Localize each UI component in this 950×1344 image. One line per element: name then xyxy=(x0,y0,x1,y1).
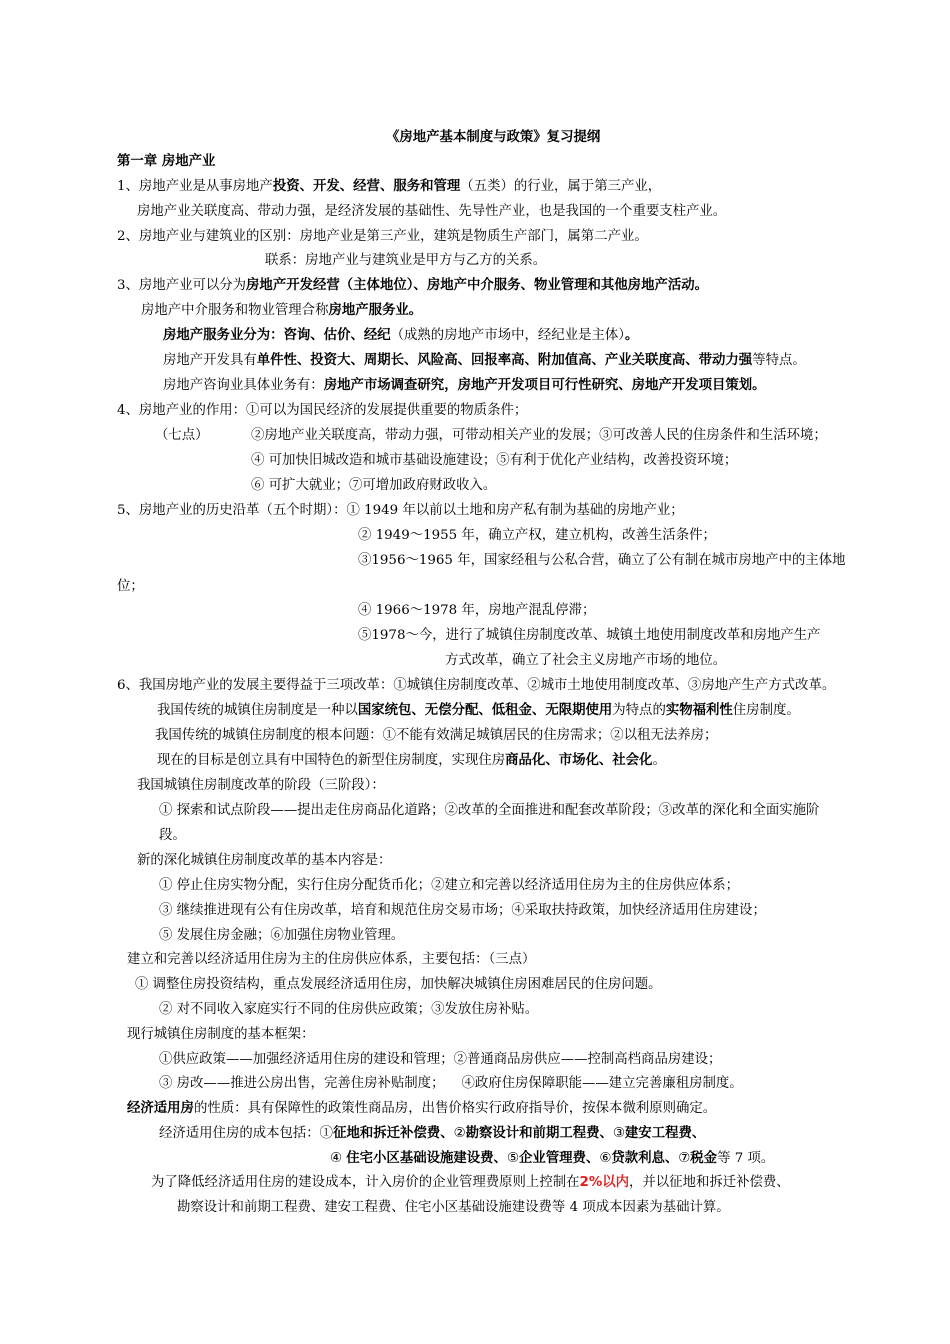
text-run: ② xyxy=(453,1126,466,1141)
text-line xyxy=(117,677,835,695)
text-run: 房地产业关联度高、带动力强，是经济发展的基础性、先导性产业，也是我国的一个重要支柱产业。 xyxy=(137,204,727,219)
text-run: ，并以征地和拆迁补偿费、 xyxy=(629,1175,790,1190)
text-run: ④ xyxy=(330,1151,347,1166)
text-line xyxy=(330,1150,774,1168)
bold-text: 贷款利息、 xyxy=(611,1151,679,1166)
text-line xyxy=(155,727,717,745)
text-run: ④ 可加快旧城改造和城市基础设施建设；⑤有利于优化产业结构，改善投资环境； xyxy=(251,453,738,468)
text-run: 联系：房地产业与建筑业是甲方与乙方的关系。 xyxy=(265,253,547,268)
bold-text: 勘察设计和前期工程费、 xyxy=(465,1126,613,1141)
bold-text: 住宅小区基础设施建设费、 xyxy=(346,1151,507,1166)
text-line xyxy=(127,951,535,969)
bold-text: 房地产服务业分为：咨询、估价、经纪 xyxy=(163,328,391,343)
text-run: 方式改革，确立了社会主义房地产市场的地位。 xyxy=(445,653,727,668)
text-run: 勘察设计和前期工程费、建安工程费、住宅小区基础设施建设费等 4 项成本因素为基础计算。 xyxy=(177,1200,730,1215)
text-run: ⑤1978～今，进行了城镇住房制度改革、城镇土地使用制度改革和房地产生产 xyxy=(358,628,821,643)
text-line xyxy=(117,502,684,520)
text-line xyxy=(159,827,186,845)
text-run: 1、房地产业是从事房地产 xyxy=(117,179,273,194)
text-run: ② 1949～1955 年，确立产权，建立机构，改善生活条件； xyxy=(358,528,716,543)
text-line xyxy=(163,352,806,370)
bold-text: 单件性、投资大、周期长、风险高、回报率高、附加值高、产业关联度高、带动力强 xyxy=(256,353,753,368)
text-run: ③ 继续推进现有公有住房改革，培育和规范住房交易市场；④采取扶持政策，加快经济适用住房建设； xyxy=(159,903,766,918)
text-line xyxy=(159,1051,721,1069)
bold-text: 建安工程费、 xyxy=(624,1126,706,1141)
text-line xyxy=(159,1125,705,1143)
text-run: 住房制度。 xyxy=(732,703,800,718)
bold-text: 实物福利性 xyxy=(665,703,733,718)
text-run: ⑥ 可扩大就业；⑦可增加政府财政收入。 xyxy=(251,478,497,493)
text-run: 6、我国房地产业的发展主要得益于三项改革：①城镇住房制度改革、②城市土地使用制度改革、③房地产生产方式改革。 xyxy=(117,678,836,693)
text-run: 我国城镇住房制度改革的阶段（三阶段）： xyxy=(137,778,385,793)
text-run: ⑤ xyxy=(506,1151,519,1166)
text-run: ⑥ xyxy=(599,1151,612,1166)
text-line xyxy=(159,877,739,895)
text-run: ⑦ xyxy=(678,1151,691,1166)
text-line xyxy=(137,777,385,795)
bold-text: 征地和拆迁补偿费、 xyxy=(333,1126,454,1141)
text-run: 等 7 项。 xyxy=(717,1151,775,1166)
text-run: （七点） xyxy=(155,428,209,443)
text-line xyxy=(358,602,595,620)
text-line xyxy=(159,927,404,945)
bold-text: 房地产市场调查研究，房地产开发项目可行性研究、房地产开发项目策划。 xyxy=(323,378,766,393)
text-run: ①供应政策——加强经济适用住房的建设和管理；②普通商品房供应——控制高档商品房建设； xyxy=(159,1052,722,1067)
text-run: ② 对不同收入家庭实行不同的住房供应政策；③发放住房补贴。 xyxy=(159,1002,539,1017)
text-run: 。 xyxy=(652,753,666,768)
text-run: 5、房地产业的历史沿革（五个时期）：① 1949 年以前以土地和房产私有制为基础的房地产业； xyxy=(117,503,684,518)
text-run: 房地产开发具有 xyxy=(163,353,257,368)
bold-text: 商品化、市场化、社会化 xyxy=(505,753,653,768)
text-line xyxy=(358,527,716,545)
text-run: ④ 1966～1978 年，房地产混乱停滞； xyxy=(358,603,596,618)
text-line xyxy=(163,327,638,345)
text-line xyxy=(157,752,666,770)
text-run: （五类）的行业，属于第三产业， xyxy=(460,179,662,194)
text-line xyxy=(157,702,800,720)
text-line xyxy=(159,1001,538,1019)
text-run: 我国传统的城镇住房制度是一种以 xyxy=(157,703,358,718)
text-line xyxy=(159,1075,743,1093)
text-run: 等特点。 xyxy=(752,353,806,368)
text-line xyxy=(251,452,737,470)
text-run: ① 探索和试点阶段——提出走住房商品化道路；②改革的全面推进和配套改革阶段；③改革的深化和全面实施阶 xyxy=(159,803,820,818)
bold-text: 投资、开发、经营、服务和管理 xyxy=(272,179,461,194)
text-run: ① 停止住房实物分配，实行住房分配货币化；②建立和完善以经济适用住房为主的住房供应体系； xyxy=(159,878,740,893)
text-run: （成熟的房地产市场中，经纪业是主体） xyxy=(390,328,625,343)
text-run: 段。 xyxy=(159,828,186,843)
text-line xyxy=(117,277,708,295)
bold-text: 房地产服务业。 xyxy=(328,303,423,318)
text-line xyxy=(358,627,821,645)
text-run: 3、房地产业可以分为 xyxy=(117,278,247,293)
bold-text: 企业管理费、 xyxy=(518,1151,600,1166)
text-run: ②房地产业关联度高，带动力强，可带动相关产业的发展；③可改善人民的住房条件和生活环境； xyxy=(251,428,827,443)
text-line xyxy=(155,427,209,445)
text-run: 建立和完善以经济适用住房为主的住房供应体系，主要包括：（三点） xyxy=(127,952,536,967)
text-line xyxy=(137,203,726,221)
text-line xyxy=(137,852,391,870)
text-run: 为特点的 xyxy=(612,703,666,718)
chapter-heading: 第一章 房地产业 xyxy=(117,154,216,169)
text-line xyxy=(159,802,819,820)
text-line xyxy=(141,302,422,320)
text-run: ③ 房改——推进公房出售，完善住房补贴制度； ④政府住房保障职能——建立完善廉租房制度。 xyxy=(159,1076,743,1091)
text-line xyxy=(251,477,496,495)
text-line xyxy=(117,578,144,596)
document-title: 《房地产基本制度与政策》复习提纲 xyxy=(386,130,601,145)
text-line xyxy=(117,178,661,196)
text-run: 房地产中介服务和物业管理合称 xyxy=(141,303,329,318)
text-run: 我国传统的城镇住房制度的根本问题：①不能有效满足城镇居民的住房需求；②以租无法养房； xyxy=(155,728,718,743)
text-run: 新的深化城镇住房制度改革的基本内容是： xyxy=(137,853,392,868)
text-run: ③1956～1965 年，国家经租与公私合营，确立了公有制在城市房地产中的主体地 xyxy=(358,553,846,568)
text-line xyxy=(127,1026,314,1044)
text-run: ③ xyxy=(612,1126,625,1141)
text-line xyxy=(117,228,648,246)
text-run: 经济适用住房的成本包括：① xyxy=(159,1126,334,1141)
text-line xyxy=(151,1174,790,1192)
text-line xyxy=(177,1199,730,1217)
text-run: ⑤ 发展住房金融；⑥加强住房物业管理。 xyxy=(159,928,405,943)
bold-text: 税金 xyxy=(690,1151,718,1166)
text-line xyxy=(251,427,827,445)
highlighted-text: 2%以内 xyxy=(579,1175,630,1190)
bold-text: 房地产开发经营（主体地位）、房地产中介服务、物业管理和其他房地产活动。 xyxy=(246,278,709,293)
text-line xyxy=(445,652,726,670)
text-run: 4、房地产业的作用：①可以为国民经济的发展提供重要的物质条件； xyxy=(117,403,528,418)
text-line xyxy=(358,552,846,570)
text-line xyxy=(265,252,546,270)
text-run: 房地产咨询业具体业务有： xyxy=(163,378,324,393)
text-line xyxy=(159,902,766,920)
text-run: 位； xyxy=(117,579,144,594)
bold-text: 国家统包、无偿分配、低租金、无限期使用 xyxy=(357,703,613,718)
text-run: 的性质：具有保障性的政策性商品房，出售价格实行政府指导价，按保本微利原则确定。 xyxy=(193,1101,717,1116)
text-run: 2、房地产业与建筑业的区别：房地产业是第三产业，建筑是物质生产部门，属第二产业。 xyxy=(117,229,648,244)
text-line xyxy=(163,377,766,395)
text-run: 现行城镇住房制度的基本框架： xyxy=(127,1027,315,1042)
text-run: ① 调整住房投资结构，重点发展经济适用住房，加快解决城镇住房困难居民的住房问题。 xyxy=(135,977,662,992)
text-line xyxy=(135,976,662,994)
text-run: 现在的目标是创立具有中国特色的新型住房制度，实现住房 xyxy=(157,753,506,768)
bold-text: 经济适用房 xyxy=(127,1101,194,1116)
text-run: 为了降低经济适用住房的建设成本，计入房价的企业管理费原则上控制在 xyxy=(151,1175,580,1190)
text-line xyxy=(127,1100,716,1118)
text-line xyxy=(117,402,527,420)
bold-text: 。 xyxy=(624,328,639,343)
